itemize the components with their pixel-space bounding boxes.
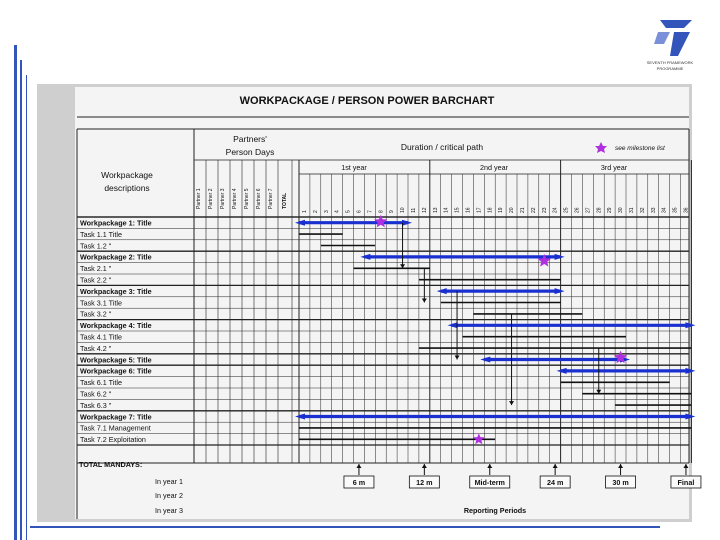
partners-header-line1: Partners' <box>233 134 267 144</box>
month-label: 33 <box>650 207 657 213</box>
row-label: Task 1.1 Title <box>80 229 122 239</box>
partner-label-total: TOTAL <box>282 192 288 209</box>
month-label: 34 <box>661 207 668 213</box>
total-mandays-label: TOTAL MANDAYS: <box>79 460 143 469</box>
partner-label: Partner 2 <box>208 188 214 209</box>
row-label: Task 2.1 " <box>80 264 112 274</box>
row-label: Workpackage 6: Title <box>80 366 152 376</box>
row-label: Task 4.1 Title <box>80 332 122 342</box>
reporting-label: 6 m <box>352 478 366 487</box>
month-label: 23 <box>541 207 548 213</box>
year-label-2: 2nd year <box>480 163 508 172</box>
row-label: Workpackage 5: Title <box>80 355 152 365</box>
reporting-label: 12 m <box>416 478 433 487</box>
duration-header: Duration / critical path <box>400 142 484 152</box>
month-label: 16 <box>465 207 472 213</box>
row-label: Task 4.2 " <box>80 343 112 353</box>
month-label: 17 <box>476 207 483 213</box>
reporting-label: 30 m <box>612 478 629 487</box>
month-label: 18 <box>487 207 494 213</box>
reporting-label: Final <box>677 478 695 487</box>
month-label: 10 <box>400 207 407 213</box>
row-label: Task 7.2 Exploitation <box>80 435 146 445</box>
month-label: 31 <box>629 207 635 213</box>
month-label: 24 <box>552 207 559 213</box>
partner-label: Partner 3 <box>220 188 226 209</box>
year-label-1: 1st year <box>341 163 367 172</box>
row-label: Task 6.3 " <box>80 400 112 410</box>
month-label: 29 <box>607 207 614 213</box>
year-row-label: In year 3 <box>155 506 183 515</box>
fp7-logo <box>630 8 710 78</box>
row-label: Task 3.2 " <box>80 309 112 319</box>
partner-label: Partner 5 <box>244 188 250 209</box>
row-label: Task 3.1 Title <box>80 298 122 308</box>
row-label: Workpackage 1: Title <box>80 218 152 228</box>
month-label: 6 <box>356 210 363 213</box>
row-label: Workpackage 4: Title <box>80 321 152 331</box>
row-label: Workpackage 7: Title <box>80 412 152 422</box>
month-label: 30 <box>618 207 625 213</box>
row-label: Workpackage 3: Title <box>80 286 152 296</box>
month-label: 25 <box>563 207 570 213</box>
chart-title: WORKPACKAGE / PERSON POWER BARCHART <box>239 95 495 107</box>
row-label: Task 7.1 Management <box>80 423 151 433</box>
barchart-image <box>37 84 695 522</box>
month-label: 9 <box>389 210 396 213</box>
year-row-label: In year 2 <box>155 491 183 500</box>
reporting-label: 24 m <box>546 478 564 487</box>
logo-line-2: PROGRAMME <box>656 66 684 71</box>
year-row-label: In year 1 <box>155 477 183 486</box>
row-label: Workpackage 2: Title <box>80 252 152 262</box>
month-label: 32 <box>639 207 646 213</box>
month-label: 12 <box>421 207 428 213</box>
partner-label: Partner 4 <box>232 188 238 209</box>
workpackage-header-line1: Workpackage <box>101 170 153 180</box>
month-label: 35 <box>672 207 679 213</box>
month-label: 3 <box>323 210 330 213</box>
month-label: 19 <box>498 207 505 213</box>
chart-paper <box>75 87 689 519</box>
month-label: 8 <box>378 210 385 213</box>
row-label: Task 1.2 " <box>80 241 112 251</box>
partners-header-line2: Person Days <box>225 147 275 157</box>
month-label: 1 <box>302 210 308 213</box>
month-label: 4 <box>334 210 341 213</box>
month-label: 22 <box>530 207 537 213</box>
frame-line-vertical-2 <box>20 60 22 540</box>
month-label: 2 <box>312 210 319 213</box>
month-label: 7 <box>367 210 374 213</box>
reporting-label: Mid-term <box>474 478 505 487</box>
month-label: 5 <box>345 210 352 213</box>
workpackage-header-line2: descriptions <box>104 183 150 193</box>
month-label: 36 <box>683 207 690 213</box>
month-label: 15 <box>454 207 461 213</box>
partner-label: Partner 1 <box>196 188 202 209</box>
frame-line-vertical-3 <box>26 75 27 540</box>
month-label: 20 <box>509 207 516 213</box>
partner-label: Partner 6 <box>256 188 262 209</box>
month-label: 14 <box>443 207 450 213</box>
year-label-3: 3rd year <box>600 163 628 172</box>
milestone-legend: see milestone list <box>615 145 665 152</box>
month-label: 11 <box>411 207 417 213</box>
partner-label: Partner 7 <box>268 188 274 209</box>
frame-line-horizontal <box>30 526 660 528</box>
row-label: Task 2.2 " <box>80 275 112 285</box>
month-label: 13 <box>432 207 439 213</box>
month-label: 26 <box>574 207 581 213</box>
frame-line-vertical-1 <box>14 45 17 540</box>
month-label: 21 <box>520 207 526 213</box>
month-label: 28 <box>596 207 603 213</box>
row-label: Task 6.2 " <box>80 389 112 399</box>
reporting-periods-label: Reporting Periods <box>463 506 527 515</box>
row-label: Task 6.1 Title <box>80 378 122 388</box>
month-label: 27 <box>585 207 592 213</box>
logo-line-1: SEVENTH FRAMEWORK <box>646 60 694 65</box>
